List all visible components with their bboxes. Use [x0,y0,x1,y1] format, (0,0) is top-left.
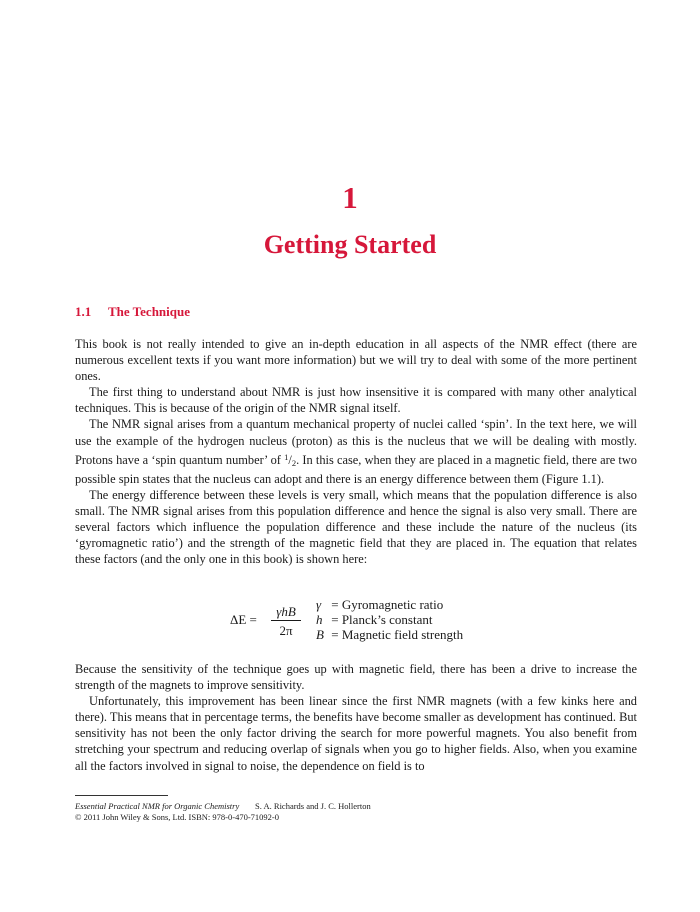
footnote-line-1 [75,801,371,812]
fraction-denominator: 2 [291,457,297,468]
fraction-numerator: 1 [284,451,289,462]
footnote-copyright: © 2011 John Wiley & Sons, Ltd. ISBN: 978-0-470-71092-0 [75,812,279,822]
paragraph-6: Unfortunately, this improvement has been linear since the first NMR magnets (with a few kinks here and there). This means that in percentage terms, the benefits have become smaller as development has continued. But sensitivity has not been the only factor driving the search for more powerful magnets. You also benefit from stretching your spectrum and reducing overlap of signals when you go to higher fields. Also, when you examine all the factors involved in signal to noise, the dependence on field is to [75,694,637,773]
paragraph-3: The NMR signal arises from a quantum mechanical property of nuclei called ‘spin’. In the text here, we will use the example of the hydrogen nucleus (proton) as this is the nucleus that we will be dealing with mostly. Protons have a ‘spin quantum number’ of $^1$/2. In this case, when they are placed in a magnetic field, there are two possible spin states that the nucleus can adopt and there is an energy difference between them (Figure 1.1). [75,417,637,486]
equation-fraction [271,604,301,638]
body-text-after-equation [75,661,637,774]
paragraph-3-text-a: The NMR signal arises from a quantum mechanical property of nuclei called ‘spin’. In the text here, we will use the example of the hydrogen nucleus (proton) as this is the nucleus that we will be dealing with mostly. Protons have a ‘spin quantum number’ of [75,417,637,467]
chapter-title: Getting Started [263,230,437,259]
footnote [75,801,371,823]
definition-field: B = Magnetic field strength [316,627,464,642]
section-title: The Technique [108,304,191,319]
footnote-divider [75,795,168,796]
section-heading [75,303,190,321]
chapter-number: 1 [342,180,358,215]
body-text-before-equation [75,336,637,567]
paragraph-4: The energy difference between these levels is very small, which means that the population difference is also small. The NMR signal arises from this population difference and hence the signal is also very small. There are several factors which influence the population difference and these include the nature of the nucleus (its ‘gyromagnetic ratio’) and the strength of the magnetic field that they are placed in. The equation that relates these factors (and the only one in this book) is shown here: [75,487,637,567]
equation-definitions [316,597,463,642]
equation-denominator: 2π [279,623,293,638]
paragraph-3-text-b: . In this case, when they are placed in a magnetic field, there are two possible spin states that the nucleus can adopt and there is an energy difference between them (Figure 1.1). [75,452,637,486]
paragraph-1: This book is not really intended to give an in-depth education in all aspects of the NMR effect (there are numerous excellent texts if you want more information) but we will try to deal with some of the more pertinent ones. [75,337,637,384]
paragraph-2: The first thing to understand about NMR is just how insensitive it is compared with many other analytical techniques. This is because of the origin of the NMR signal itself. [75,385,637,416]
paragraph-5: Because the sensitivity of the technique goes up with magnetic field, there has been a drive to increase the strength of the magnets to improve sensitivity. [75,662,637,693]
equation-lhs: ΔE = [230,612,257,627]
equation-numerator: γhB [271,604,301,621]
section-number: 1.1 [75,304,92,319]
footnote-authors: S. A. Richards and J. C. Hollerton [255,801,371,811]
definition-gamma: γ = Gyromagnetic ratio [316,597,444,612]
definition-planck: h = Planck’s constant [316,612,433,627]
footnote-book-title: Essential Practical NMR for Organic Chemistry [75,801,240,811]
